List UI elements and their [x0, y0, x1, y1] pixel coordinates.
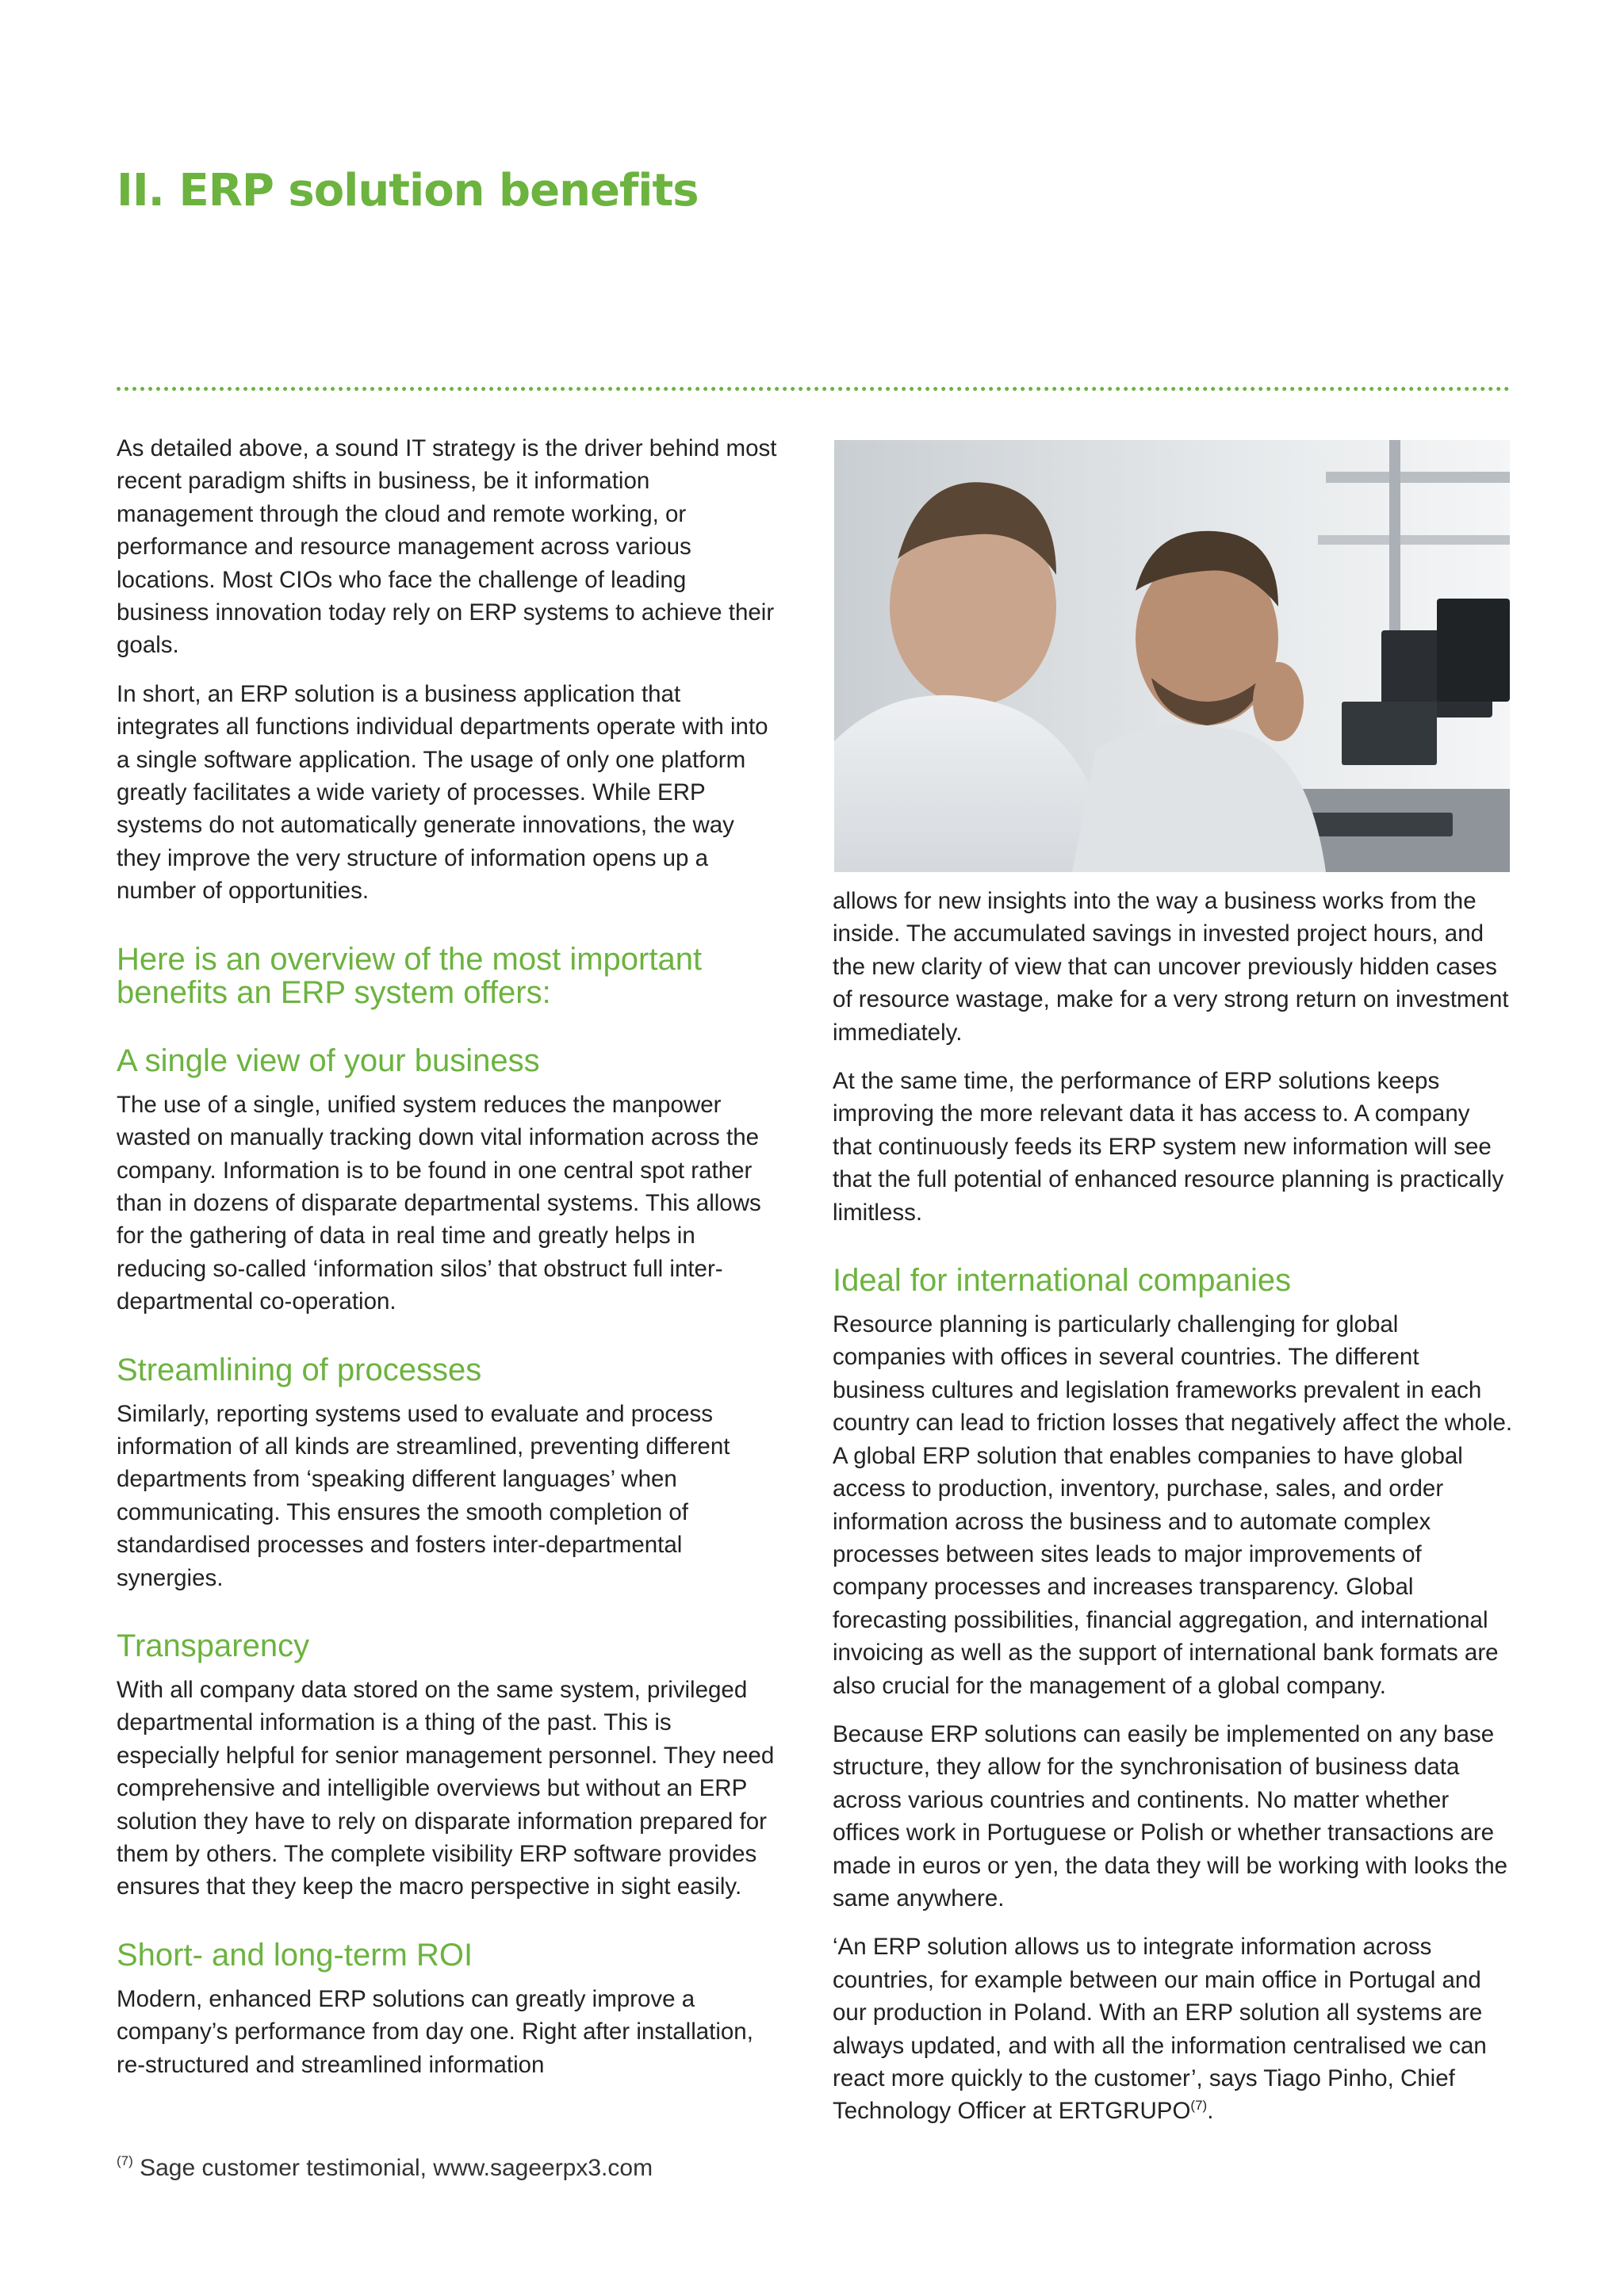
- quote-end: .: [1207, 2098, 1214, 2125]
- streamlining-text: Similarly, reporting systems used to evaluate and process information of all kinds are streamlined, preventing different departments from ‘speaking different languages’ when communicating. This ensures the smooth completion of standardised processes and fosters inter-departmental synergies.: [117, 1400, 730, 1591]
- intro-paragraph-2: In short, an ERP solution is a business application that integrates all functions individual departments operate with into a single software application. The usage of only one platform greatly facilitates a wide variety of processes. While ERP systems do not automatically generate innovations, the way they improve the very structure of information opens up a number of opportunities.: [117, 680, 768, 905]
- international-text: Resource planning is particularly challenging for global companies with offices in several countries. The different business cultures and legislation frameworks prevalent in each country can lead to friction losses that negatively affect the whole. A global ERP solution that enables companies to have global access to production, inventory, purchase, sales, and order information across the business and to automate complex processes between sites leads to major improvements of company processes and increases transparency. Global forecasting possibilities, financial aggregation, and international invoicing as well as the support of international bank formats are also crucial for the management of a global company.: [833, 1311, 1513, 1699]
- roi-continued-text: allows for new insights into the way a business works from the inside. The accumulated savings in invested project hours, and the new clarity of view that can uncover previously hidden cases of resource wastage, make for a very strong return on investment immediately.: [833, 888, 1509, 1046]
- footnote: [117, 2155, 653, 2182]
- footnote-text: Sage customer testimonial, www.sageerpx3.com: [132, 2155, 653, 2181]
- single-view-text: The use of a single, unified system reduces the manpower wasted on manually tracking down vital information across the company. Information is to be found in one central spot rather than in dozens of disparate departmental systems. This allows for the gathering of data in real time and greatly helps in reducing so-called ‘information silos’ that obstruct full inter-departmental co-operation.: [117, 1091, 761, 1315]
- footnote-ref: (7): [1190, 2098, 1208, 2114]
- performance-text: At the same time, the performance of ERP solutions keeps improving the more relevant data it has access to. A company that continuously feeds its ERP system new information will see that the full potential of enhanced resource planning is practically limitless.: [833, 1068, 1504, 1226]
- roi-heading: Short- and long-term ROI: [117, 1937, 473, 1973]
- left-column: [117, 432, 779, 2097]
- transparency-text: With all company data stored on the same system, privileged departmental information is a thing of the past. This is especially helpful for senior management personnel. They need comprehensive and intelligible overviews but without an ERP solution they have to rely on disparate information prepared for them by others. The complete visibility ERP software provides ensures that they keep the macro perspective in sight easily.: [117, 1676, 775, 1900]
- roi-text: Modern, enhanced ERP solutions can greatly improve a company’s performance from day one. Right after installation, re-structured and streamlined information: [117, 1985, 753, 2078]
- quote-text: ‘An ERP solution allows us to integrate information across countries, for example between our main office in Portugal and our production in Poland. With an ERP solution all systems are always updated, and with all the information centralised we can react more quickly to the customer’, says Tiago Pinho, Chief Technology Officer at ERTGRUPO: [833, 1934, 1487, 2125]
- sync-text: Because ERP solutions can easily be implemented on any base structure, they allow for the synchronisation of business data across various countries and continents. No matter whether offices work in Portuguese or Polish or whether transactions are made in euros or yen, the data they will be working with looks the same anywhere.: [833, 1720, 1508, 1911]
- dotted-divider: [117, 387, 1510, 391]
- office-photo: [834, 440, 1510, 872]
- international-heading: Ideal for international companies: [833, 1263, 1292, 1299]
- right-column: [833, 885, 1513, 2144]
- page-title: II. ERP solution benefits: [117, 165, 699, 216]
- transparency-heading: Transparency: [117, 1628, 310, 1663]
- intro-paragraph-1: As detailed above, a sound IT strategy is the driver behind most recent paradigm shifts in business, be it information management through the cloud and remote working, or performance and resource management across various locations. Most CIOs who face the challenge of leading business innovation today rely on ERP systems to achieve their goals.: [117, 435, 777, 659]
- testimonial-quote: [833, 1931, 1513, 2127]
- single-view-heading: A single view of your business: [117, 1043, 540, 1078]
- overview-heading: Here is an overview of the most important benefits an ERP system offers:: [117, 941, 703, 1010]
- streamlining-heading: Streamlining of processes: [117, 1352, 482, 1387]
- footnote-marker: (7): [117, 2153, 133, 2168]
